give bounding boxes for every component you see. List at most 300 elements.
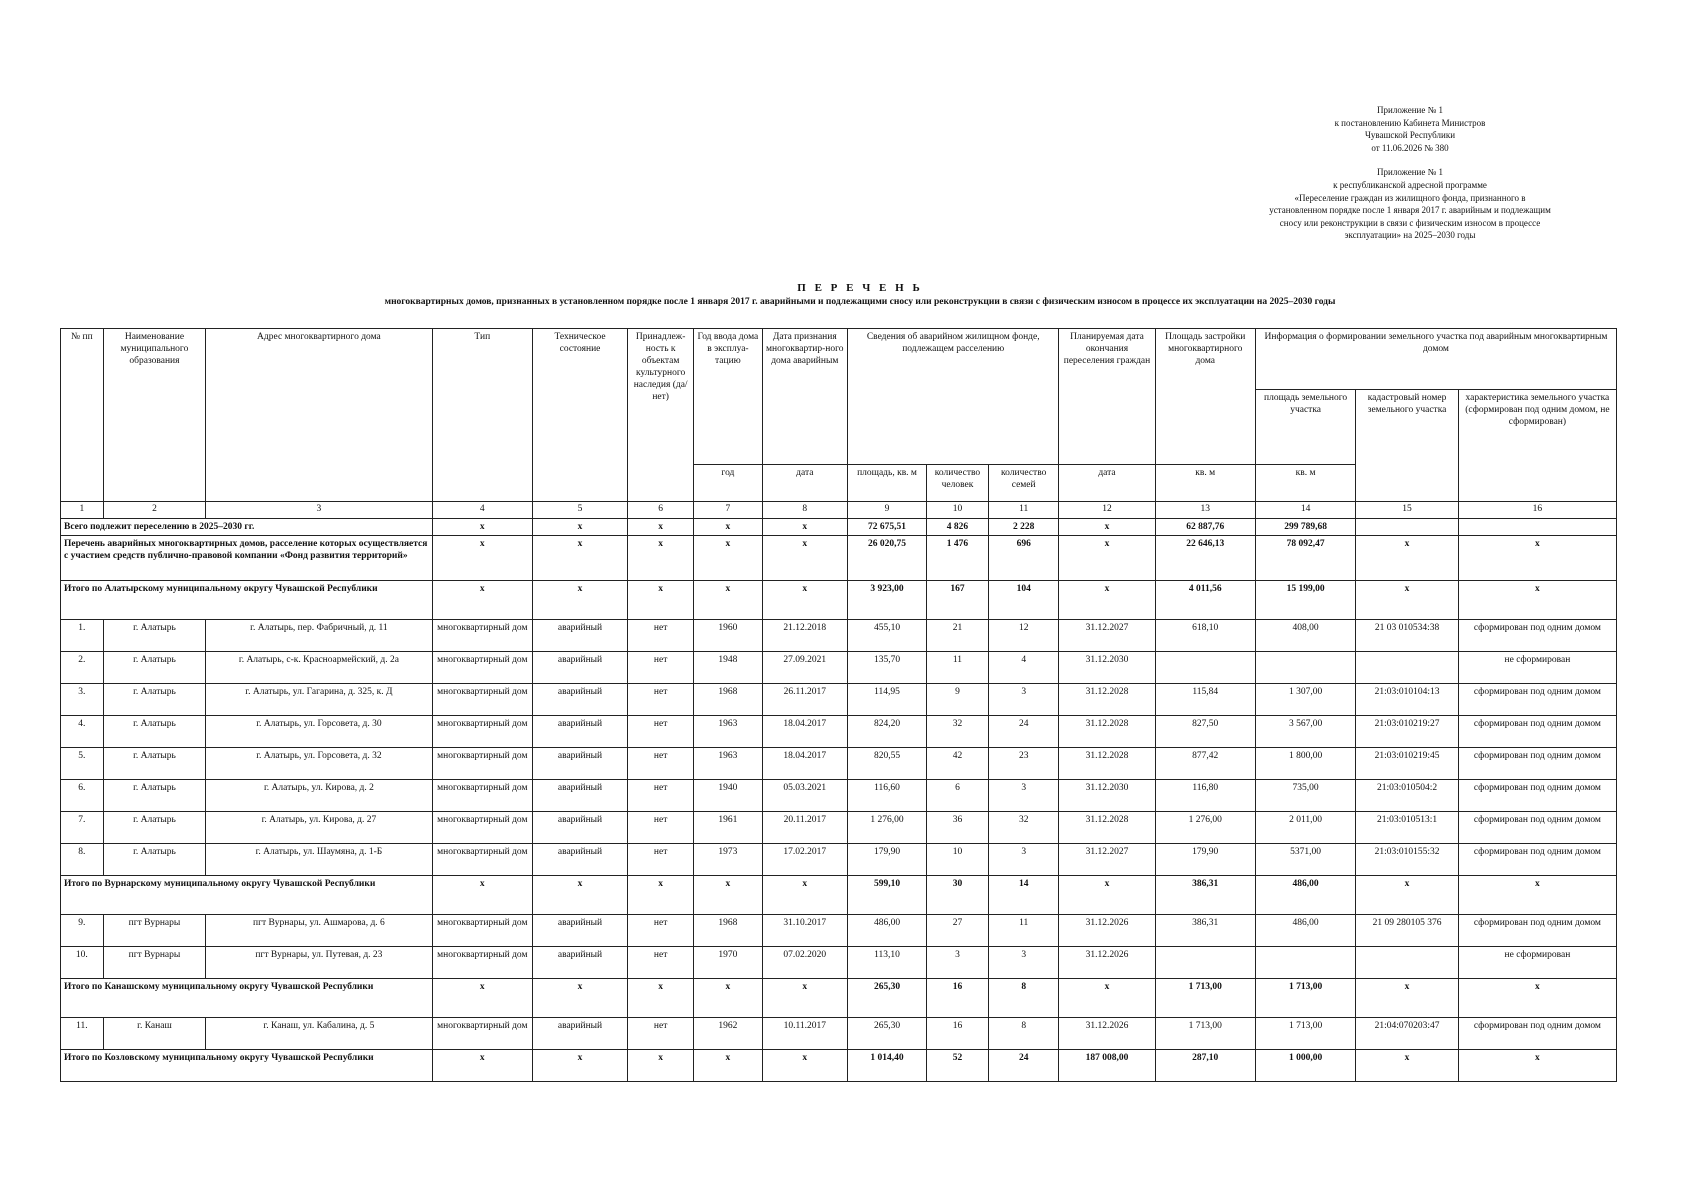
cell: 1961 <box>694 812 762 844</box>
cell: многоквартирный дом <box>432 915 532 947</box>
cell: 1973 <box>694 844 762 876</box>
unit-families: количество семей <box>988 465 1058 502</box>
header-land-area: площадь земельного участка <box>1255 390 1355 465</box>
cell: 386,31 <box>1155 876 1255 915</box>
cell: 05.03.2021 <box>762 780 847 812</box>
column-number: 15 <box>1356 502 1459 519</box>
cell: 26.11.2017 <box>762 684 847 716</box>
column-number: 13 <box>1155 502 1255 519</box>
cell: 1 014,40 <box>848 1050 927 1082</box>
cell: многоквартирный дом <box>432 684 532 716</box>
cell: 21 09 280105 376 <box>1356 915 1459 947</box>
cell: г. Алатырь, пер. Фабричный, д. 11 <box>206 620 432 652</box>
table-row <box>61 812 1617 844</box>
cell: 24 <box>988 716 1058 748</box>
cell: x <box>532 581 627 620</box>
summary-label: Итого по Вурнарскому муниципальному округу Чувашской Республики <box>61 876 433 915</box>
cell: 18.04.2017 <box>762 716 847 748</box>
unit-building-sqm: кв. м <box>1155 465 1255 502</box>
unit-plan-date: дата <box>1059 465 1155 502</box>
header-planned-date: Планируемая дата окончания переселения граждан <box>1059 329 1155 465</box>
cell: x <box>1059 979 1155 1018</box>
cell: 31.12.2028 <box>1059 812 1155 844</box>
cell: x <box>762 979 847 1018</box>
cell: аварийный <box>532 1018 627 1050</box>
cell: 104 <box>988 581 1058 620</box>
table-row <box>61 620 1617 652</box>
cell: г. Алатырь, ул. Горсовета, д. 32 <box>206 748 432 780</box>
column-number: 5 <box>532 502 627 519</box>
cell: 10. <box>61 947 104 979</box>
summary-row-vurnary <box>61 876 1617 915</box>
cell: x <box>1356 536 1459 581</box>
cell: многоквартирный дом <box>432 620 532 652</box>
summary-label: Итого по Козловскому муниципальному округу Чувашской Республики <box>61 1050 433 1082</box>
headnote-line: «Переселение граждан из жилищного фонда, признанного в <box>1294 192 1526 203</box>
cell: 486,00 <box>848 915 927 947</box>
cell: 179,90 <box>848 844 927 876</box>
table-row <box>61 1018 1617 1050</box>
column-number: 4 <box>432 502 532 519</box>
cell <box>1458 519 1616 536</box>
cell: 827,50 <box>1155 716 1255 748</box>
cell: г. Алатырь, ул. Кирова, д. 27 <box>206 812 432 844</box>
cell: 52 <box>927 1050 989 1082</box>
cell: 4 <box>988 652 1058 684</box>
cell: сформирован под одним домом <box>1458 780 1616 812</box>
header-address: Адрес многоквартирного дома <box>206 329 432 502</box>
cell: x <box>432 519 532 536</box>
cell: 167 <box>927 581 989 620</box>
headnote-block-program <box>1200 166 1620 242</box>
cell: 1 800,00 <box>1255 748 1355 780</box>
unit-year: год <box>694 465 762 502</box>
summary-label: Итого по Канашскому муниципальному округу Чувашской Республики <box>61 979 433 1018</box>
cell: сформирован под одним домом <box>1458 844 1616 876</box>
cell: сформирован под одним домом <box>1458 1018 1616 1050</box>
column-number: 12 <box>1059 502 1155 519</box>
cell: аварийный <box>532 780 627 812</box>
cell: 1 713,00 <box>1155 979 1255 1018</box>
cell: нет <box>628 947 694 979</box>
cell: 31.12.2026 <box>1059 915 1155 947</box>
cell: x <box>532 1050 627 1082</box>
cell: 3 <box>988 684 1058 716</box>
column-number: 1 <box>61 502 104 519</box>
cell: x <box>1458 1050 1616 1082</box>
cell: аварийный <box>532 684 627 716</box>
cell: 5. <box>61 748 104 780</box>
cell: x <box>694 1050 762 1082</box>
cell: 31.12.2030 <box>1059 652 1155 684</box>
cell: 16 <box>927 1018 989 1050</box>
cell: 9. <box>61 915 104 947</box>
cell: нет <box>628 844 694 876</box>
cell: 1 000,00 <box>1255 1050 1355 1082</box>
cell: x <box>432 581 532 620</box>
cell: аварийный <box>532 844 627 876</box>
cell: 21:03:010219:45 <box>1356 748 1459 780</box>
table-row <box>61 947 1617 979</box>
cell: x <box>1356 979 1459 1018</box>
cell: 31.12.2028 <box>1059 716 1155 748</box>
cell: 1948 <box>694 652 762 684</box>
cell: 486,00 <box>1255 915 1355 947</box>
cell: пгт Вурнары, ул. Путевая, д. 23 <box>206 947 432 979</box>
header-land-plot-info: Информация о формировании земельного участка под аварийным многоквартирным домом <box>1255 329 1616 390</box>
table-row <box>61 780 1617 812</box>
cell: x <box>628 876 694 915</box>
header-cadastral-number: кадастровый номер земельного участка <box>1356 390 1459 502</box>
headnote-block-resolution <box>1200 104 1620 154</box>
cell <box>1155 947 1255 979</box>
cell: x <box>762 581 847 620</box>
cell <box>1255 947 1355 979</box>
cell: 31.12.2027 <box>1059 844 1155 876</box>
cell: многоквартирный дом <box>432 748 532 780</box>
cell: аварийный <box>532 620 627 652</box>
column-number: 8 <box>762 502 847 519</box>
cell: x <box>694 876 762 915</box>
header-land-characteristic: характеристика земельного участка (сформирован под одним домом, не сформирован) <box>1458 390 1616 502</box>
headnote-line: установленном порядке после 1 января 2017 г. аварийным и подлежащим <box>1269 205 1551 216</box>
cell: 1962 <box>694 1018 762 1050</box>
cell: 3 <box>988 947 1058 979</box>
cell: нет <box>628 652 694 684</box>
cell: многоквартирный дом <box>432 844 532 876</box>
cell: 113,10 <box>848 947 927 979</box>
cell: 21 03 010534:38 <box>1356 620 1459 652</box>
cell: x <box>694 581 762 620</box>
cell: 62 887,76 <box>1155 519 1255 536</box>
cell: 4 011,56 <box>1155 581 1255 620</box>
cell <box>1356 652 1459 684</box>
cell: пгт Вурнары, ул. Ашмарова, д. 6 <box>206 915 432 947</box>
cell: x <box>432 979 532 1018</box>
table-row <box>61 652 1617 684</box>
cell: 1 713,00 <box>1255 1018 1355 1050</box>
header-number: № пп <box>61 329 104 502</box>
cell: 32 <box>988 812 1058 844</box>
cell: г. Алатырь <box>103 620 206 652</box>
cell: 1963 <box>694 748 762 780</box>
summary-row-kozlovka <box>61 1050 1617 1082</box>
cell: x <box>628 519 694 536</box>
table-row <box>61 748 1617 780</box>
cell: 187 008,00 <box>1059 1050 1155 1082</box>
cell: нет <box>628 812 694 844</box>
cell: 10.11.2017 <box>762 1018 847 1050</box>
cell: x <box>532 876 627 915</box>
table-row <box>61 716 1617 748</box>
cell: 3. <box>61 684 104 716</box>
cell: 408,00 <box>1255 620 1355 652</box>
headnote-line: Чувашской Республики <box>1364 130 1456 141</box>
cell: x <box>1059 519 1155 536</box>
cell: пгт Вурнары <box>103 947 206 979</box>
cell: 135,70 <box>848 652 927 684</box>
cell: 20.11.2017 <box>762 812 847 844</box>
cell: x <box>762 519 847 536</box>
unit-land-sqm: кв. м <box>1255 465 1355 502</box>
cell: 1963 <box>694 716 762 748</box>
cell: 735,00 <box>1255 780 1355 812</box>
cell: x <box>1059 876 1155 915</box>
summary-row-kanash <box>61 979 1617 1018</box>
cell <box>1356 947 1459 979</box>
headnote-line: Приложение № 1 <box>1377 105 1443 115</box>
unit-area: площадь, кв. м <box>848 465 927 502</box>
column-number: 11 <box>988 502 1058 519</box>
header-year-built: Год ввода дома в эксплуа-тацию <box>694 329 762 465</box>
cell: 36 <box>927 812 989 844</box>
cell: сформирован под одним домом <box>1458 812 1616 844</box>
cell: нет <box>628 780 694 812</box>
cell: 21.12.2018 <box>762 620 847 652</box>
cell: 2. <box>61 652 104 684</box>
cell: 31.12.2027 <box>1059 620 1155 652</box>
cell: 11. <box>61 1018 104 1050</box>
cell: 21:04:070203:47 <box>1356 1018 1459 1050</box>
cell: аварийный <box>532 947 627 979</box>
cell: 22 646,13 <box>1155 536 1255 581</box>
cell: 386,31 <box>1155 915 1255 947</box>
cell: x <box>628 536 694 581</box>
cell: сформирован под одним домом <box>1458 915 1616 947</box>
cell: 27 <box>927 915 989 947</box>
cell: 1968 <box>694 915 762 947</box>
cell: нет <box>628 915 694 947</box>
cell: 8 <box>988 979 1058 1018</box>
cell: г. Алатырь, ул. Шаумяна, д. 1-Б <box>206 844 432 876</box>
cell: г. Алатырь <box>103 716 206 748</box>
headnote-line: сносу или реконструкции в связи с физическим износом в процессе <box>1279 217 1541 228</box>
cell: 3 <box>988 844 1058 876</box>
cell <box>1255 652 1355 684</box>
cell: 15 199,00 <box>1255 581 1355 620</box>
cell: аварийный <box>532 652 627 684</box>
cell: x <box>1458 581 1616 620</box>
cell: нет <box>628 684 694 716</box>
cell: 820,55 <box>848 748 927 780</box>
cell: x <box>1458 979 1616 1018</box>
summary-row-alatyr <box>61 581 1617 620</box>
column-number: 3 <box>206 502 432 519</box>
column-number: 14 <box>1255 502 1355 519</box>
cell: 18.04.2017 <box>762 748 847 780</box>
cell: многоквартирный дом <box>432 652 532 684</box>
cell: x <box>762 1050 847 1082</box>
column-number: 2 <box>103 502 206 519</box>
cell: многоквартирный дом <box>432 1018 532 1050</box>
header-building-area: Площадь застройки многоквартирного дома <box>1155 329 1255 465</box>
cell: x <box>532 979 627 1018</box>
cell: 2 228 <box>988 519 1058 536</box>
unit-people: количество человек <box>927 465 989 502</box>
cell <box>1155 652 1255 684</box>
cell: г. Алатырь, ул. Кирова, д. 2 <box>206 780 432 812</box>
cell: нет <box>628 748 694 780</box>
cell: 42 <box>927 748 989 780</box>
cell: 1 276,00 <box>848 812 927 844</box>
column-number: 10 <box>927 502 989 519</box>
cell: x <box>1458 536 1616 581</box>
cell: 877,42 <box>1155 748 1255 780</box>
cell: 11 <box>988 915 1058 947</box>
header-emergency-date: Дата признания многоквартир-ного дома аварийным <box>762 329 847 465</box>
cell: нет <box>628 620 694 652</box>
cell: г. Алатырь, с-к. Красноармейский, д. 2а <box>206 652 432 684</box>
cell: x <box>432 536 532 581</box>
cell: 3 567,00 <box>1255 716 1355 748</box>
cell: x <box>1458 876 1616 915</box>
column-number: 6 <box>628 502 694 519</box>
cell: 21 <box>927 620 989 652</box>
cell <box>1356 519 1459 536</box>
cell: x <box>628 581 694 620</box>
cell: x <box>694 519 762 536</box>
cell: x <box>1356 876 1459 915</box>
title-subheading: многоквартирных домов, признанных в установленном порядке после 1 января 2017 г. аварийными и подлежащими сносу или реконструкции в связи с физическим износом в процессе их эксплуатации на 2025–2030 годы <box>384 297 1336 307</box>
cell: 31.12.2028 <box>1059 748 1155 780</box>
headnote-line: к республиканской адресной программе <box>1333 179 1487 190</box>
header-type: Тип <box>432 329 532 502</box>
cell: 30 <box>927 876 989 915</box>
cell: сформирован под одним домом <box>1458 684 1616 716</box>
cell: 455,10 <box>848 620 927 652</box>
column-number-row <box>61 502 1617 519</box>
cell: 21:03:010219:27 <box>1356 716 1459 748</box>
cell: 32 <box>927 716 989 748</box>
cell: 114,95 <box>848 684 927 716</box>
cell: 31.12.2026 <box>1059 947 1155 979</box>
summary-row-fund <box>61 536 1617 581</box>
cell: x <box>694 979 762 1018</box>
cell: 1 713,00 <box>1155 1018 1255 1050</box>
cell: г. Алатырь, ул. Горсовета, д. 30 <box>206 716 432 748</box>
cell: 299 789,68 <box>1255 519 1355 536</box>
cell: 27.09.2021 <box>762 652 847 684</box>
cell: 599,10 <box>848 876 927 915</box>
headnote-line: к постановлению Кабинета Министров <box>1334 117 1486 128</box>
cell: нет <box>628 716 694 748</box>
headnote <box>1200 104 1620 254</box>
cell: 8 <box>988 1018 1058 1050</box>
cell: 116,80 <box>1155 780 1255 812</box>
cell: 9 <box>927 684 989 716</box>
cell: 1 307,00 <box>1255 684 1355 716</box>
cell: г. Алатырь <box>103 684 206 716</box>
cell: многоквартирный дом <box>432 812 532 844</box>
cell: г. Алатырь <box>103 748 206 780</box>
title-heading: П Е Р Е Ч Е Н Ь <box>797 282 923 294</box>
cell: x <box>1059 581 1155 620</box>
cell: 31.12.2026 <box>1059 1018 1155 1050</box>
cell: 14 <box>988 876 1058 915</box>
header-heritage: Принадлеж-ность к объектам культурного наследия (да/нет) <box>628 329 694 502</box>
summary-label: Итого по Алатырскому муниципальному округу Чувашской Республики <box>61 581 433 620</box>
cell: 07.02.2020 <box>762 947 847 979</box>
cell: 21:03:010155:32 <box>1356 844 1459 876</box>
cell: 1. <box>61 620 104 652</box>
cell: 2 011,00 <box>1255 812 1355 844</box>
cell: 824,20 <box>848 716 927 748</box>
cell: x <box>532 536 627 581</box>
header-technical-state: Техническое состояние <box>532 329 627 502</box>
cell: г. Алатырь, ул. Гагарина, д. 325, к. Д <box>206 684 432 716</box>
cell: 1970 <box>694 947 762 979</box>
cell: многоквартирный дом <box>432 716 532 748</box>
cell: г. Алатырь <box>103 812 206 844</box>
cell: г. Канаш, ул. Кабалина, д. 5 <box>206 1018 432 1050</box>
cell: x <box>1059 536 1155 581</box>
cell: x <box>1356 581 1459 620</box>
cell: г. Канаш <box>103 1018 206 1050</box>
cell: аварийный <box>532 915 627 947</box>
cell: аварийный <box>532 812 627 844</box>
cell: x <box>532 519 627 536</box>
table-row <box>61 844 1617 876</box>
cell: 8. <box>61 844 104 876</box>
housing-register-table <box>60 328 1617 1082</box>
cell: 486,00 <box>1255 876 1355 915</box>
cell: 78 092,47 <box>1255 536 1355 581</box>
column-number: 16 <box>1458 502 1616 519</box>
cell: 21:03:010513:1 <box>1356 812 1459 844</box>
header-municipality: Наименование муниципального образования <box>103 329 206 502</box>
cell: 31.12.2028 <box>1059 684 1155 716</box>
cell: 179,90 <box>1155 844 1255 876</box>
cell: x <box>762 876 847 915</box>
cell: 21:03:010504:2 <box>1356 780 1459 812</box>
cell: 3 <box>988 780 1058 812</box>
cell: 5371,00 <box>1255 844 1355 876</box>
cell: 10 <box>927 844 989 876</box>
cell: x <box>432 1050 532 1082</box>
cell: 3 <box>927 947 989 979</box>
cell: 1940 <box>694 780 762 812</box>
cell: 696 <box>988 536 1058 581</box>
summary-label: Всего подлежит переселению в 2025–2030 гг. <box>61 519 433 536</box>
cell: сформирован под одним домом <box>1458 716 1616 748</box>
column-number: 9 <box>848 502 927 519</box>
cell: 4. <box>61 716 104 748</box>
cell: аварийный <box>532 716 627 748</box>
cell: x <box>694 536 762 581</box>
cell: 116,60 <box>848 780 927 812</box>
table-row <box>61 915 1617 947</box>
cell: г. Алатырь <box>103 652 206 684</box>
cell: 115,84 <box>1155 684 1255 716</box>
cell: 17.02.2017 <box>762 844 847 876</box>
cell: x <box>628 979 694 1018</box>
cell: пгт Вурнары <box>103 915 206 947</box>
document-title <box>60 282 1660 307</box>
cell: 7. <box>61 812 104 844</box>
headnote-line: от 11.06.2026 № 380 <box>1371 142 1449 153</box>
headnote-line: Приложение № 1 <box>1377 167 1443 178</box>
cell: 72 675,51 <box>848 519 927 536</box>
cell: многоквартирный дом <box>432 780 532 812</box>
unit-date: дата <box>762 465 847 502</box>
cell: не сформирован <box>1458 652 1616 684</box>
cell: г. Алатырь <box>103 844 206 876</box>
cell: аварийный <box>532 748 627 780</box>
cell: 26 020,75 <box>848 536 927 581</box>
column-number: 7 <box>694 502 762 519</box>
cell: x <box>432 876 532 915</box>
cell: г. Алатырь <box>103 780 206 812</box>
